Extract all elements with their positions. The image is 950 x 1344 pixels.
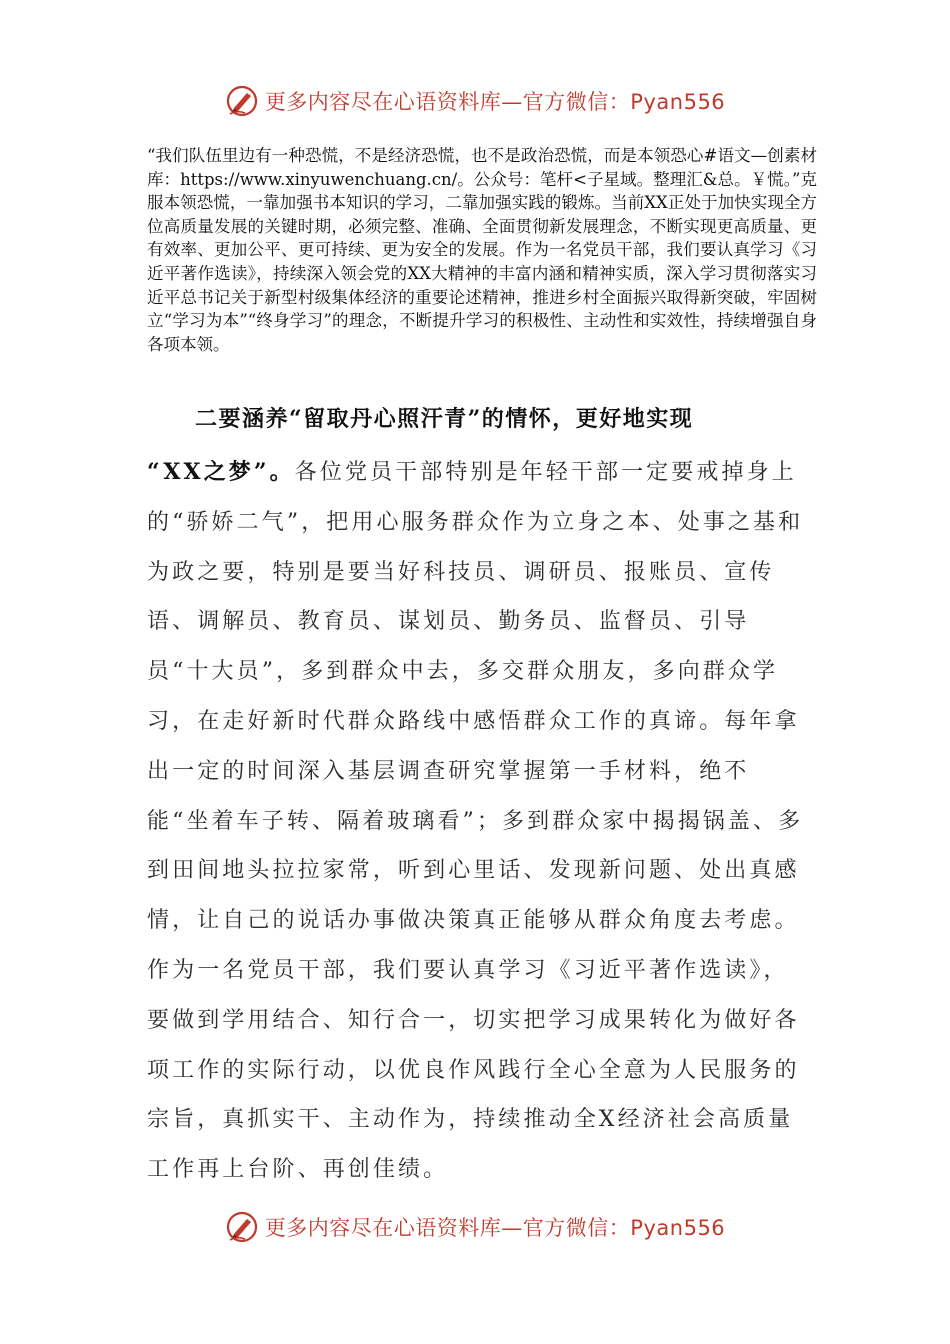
section-heading: 二要涵养“留取丹心照汗青”的情怀，更好地实现 [195,406,694,432]
pen-logo-icon [225,1210,259,1244]
pen-logo-icon [225,84,259,118]
footer-watermark [0,1210,950,1244]
watermark-text: 更多内容尽在心语资料库—官方微信：Pyan556 [264,90,726,114]
watermark-text: 更多内容尽在心语资料库—官方微信：Pyan556 [264,1216,726,1240]
section-heading-continuation: “XX之梦”。 [147,459,295,485]
paragraph-large-text: 各位党员干部特别是年轻干部一定要戒掉身上的“骄娇二气”，把用心服务群众作为立身之本、处事之基和为政之要，特别是要当好科技员、调研员、报账员、宣传语、调解员、教育员、谋划员、勤务员、监督员、引导员“十大员”，多到群众中去，多交群众朋友，多向群众学习，在走好新时代群众路线中感悟群众工作的真谛。每年拿出一定的时间深入基层调查研究掌握第一手材料，绝不能“坐着车子转、隔着玻璃看”；多到群众家中揭揭锅盖、多到田间地头拉拉家常，听到心里话、发现新问题、处出真感情，让自己的说话办事做决策真正能够从群众角度去考虑。作为一名党员干部，我们要认真学习《习近平著作选读》，要做到学用结合、知行合一，切实把学习成果转化为做好各项工作的实际行动，以优良作风践行全心全意为人民服务的宗旨，真抓实干、主动作为，持续推动全X经济社会高质量工作再上台阶、再创佳绩。 [147,460,804,1183]
paragraph-large [147,448,807,1195]
paragraph-small: “我们队伍里边有一种恐慌，不是经济恐慌，也不是政治恐慌，而是本领恐心#语文—创素材库：https://www.xinyuwenchuang.cn/。公众号：笔杆<子星域。整理汇&总。￥慌。”克服本领恐慌，一靠加强书本知识的学习，二靠加强实践的锻炼。当前XX正处于加快实现全方位高质量发展的关键时期，必须完整、准确、全面贯彻新发展理念，不断实现更高质量、更有效率、更加公平、更可持续、更为安全的发展。作为一名党员干部，我们要认真学习《习近平著作选读》，持续深入领会党的XX大精神的丰富内涵和精神实质，深入学习贯彻落实习近平总书记关于新型村级集体经济的重要论述精神，推进乡村全面振兴取得新突破，牢固树立“学习为本”“终身学习”的理念，不断提升学习的积极性、主动性和实效性，持续增强自身各项本领。 [147,146,817,354]
header-watermark [0,84,950,118]
